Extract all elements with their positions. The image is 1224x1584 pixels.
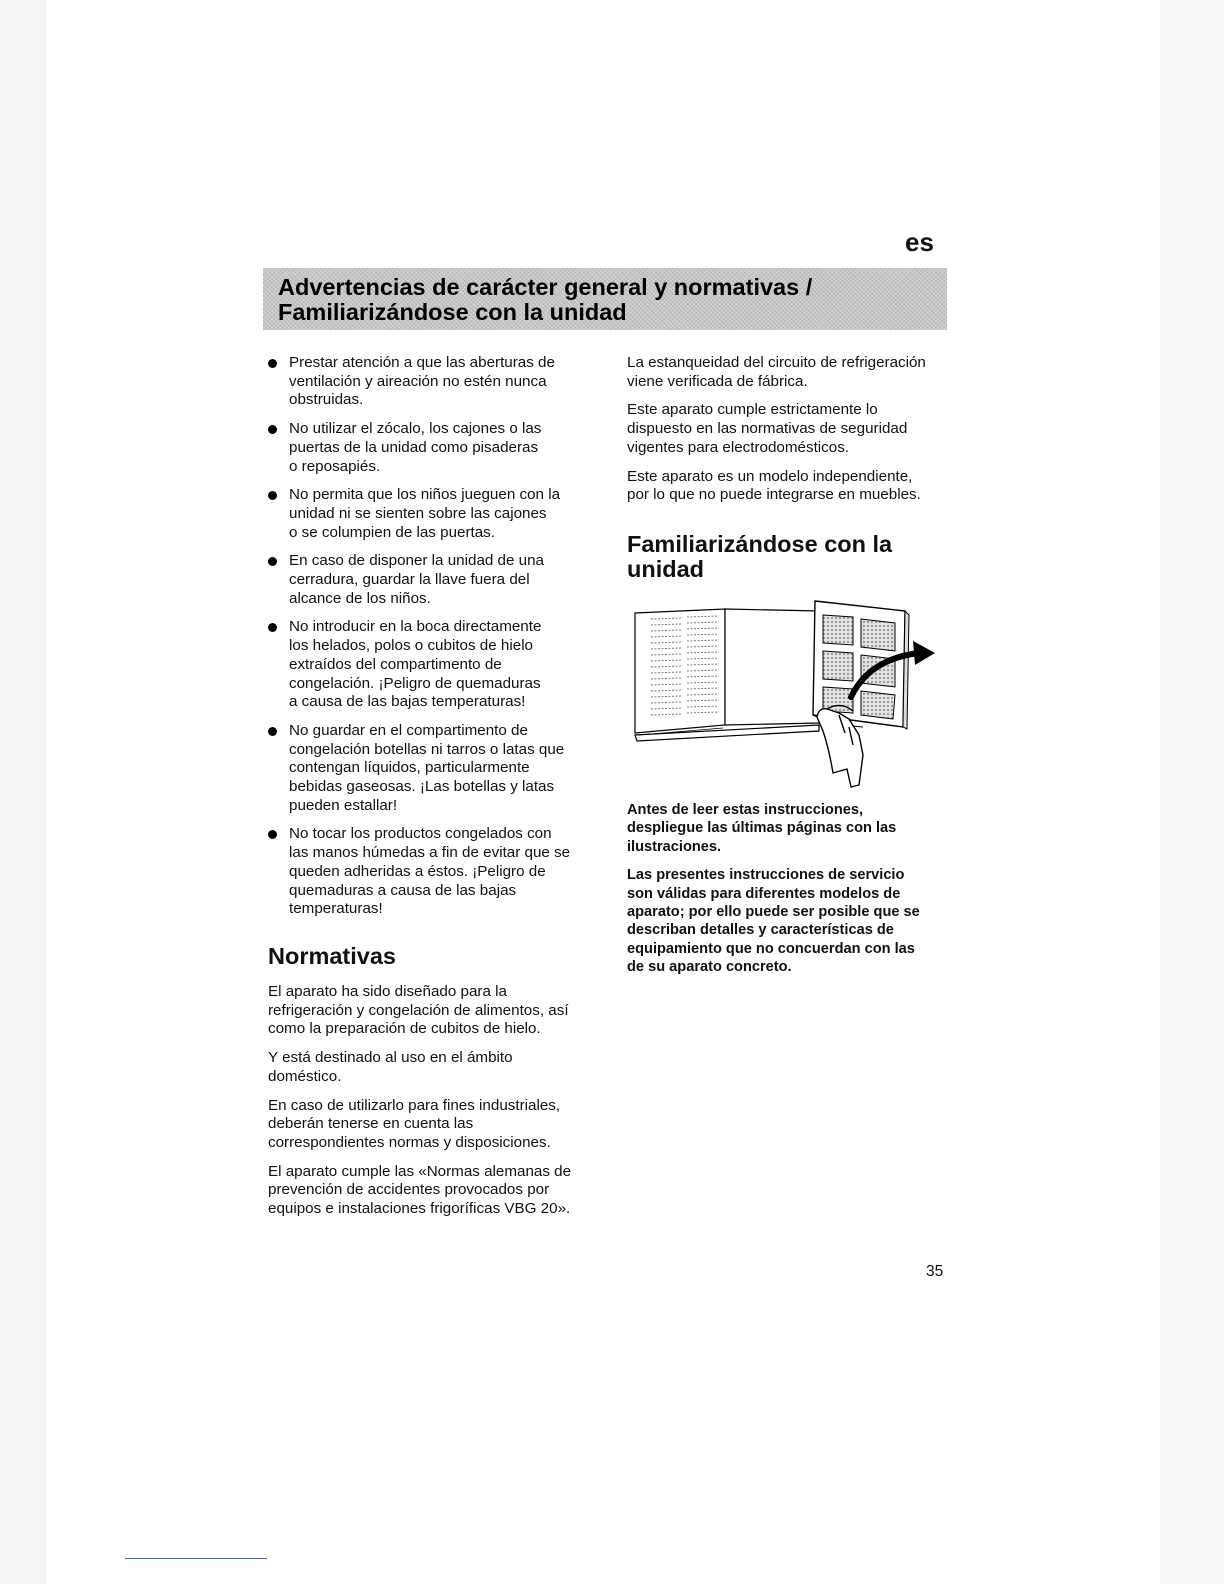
list-item — [268, 722, 590, 816]
list-item — [268, 552, 590, 608]
safety-warnings-list — [268, 354, 590, 919]
section-title-bar — [263, 268, 947, 330]
page-margin-right — [1160, 0, 1224, 1584]
list-item-text: No guardar en el compartimento de congelación botellas ni tarros o latas que contengan líquidos, particularmente bebidas gaseosas. ¡Las botellas y latas pueden estallar! — [289, 721, 565, 814]
bullet-icon — [268, 623, 277, 632]
unfold-pages-illustration — [627, 597, 943, 789]
right-column — [627, 354, 949, 987]
page-title-line-2: Familiarizándose con la unidad — [278, 299, 627, 325]
list-item-text: Prestar atención a que las aberturas de ventilación y aireación no estén nunca obstruidas. — [289, 354, 555, 409]
normativas-paragraph: Y está destinado al uso en el ámbito doméstico. — [268, 1049, 513, 1085]
bullet-icon — [268, 557, 277, 566]
list-item-text: No tocar los productos congelados con las manos húmedas a fin de evitar que se queden adheridas a éstos. ¡Peligro de quemaduras a causa de las bajas temperaturas! — [289, 825, 571, 918]
normativas-paragraph: En caso de utilizarlo para fines industriales, deberán tenerse en cuenta las correspondientes normas y disposiciones. — [268, 1096, 561, 1151]
list-item — [268, 825, 590, 919]
list-item — [268, 618, 590, 712]
intro-paragraph: Este aparato cumple estrictamente lo dispuesto en las normativas de seguridad vigentes para electrodomésticos. — [627, 401, 908, 456]
bullet-icon — [268, 830, 277, 839]
list-item — [268, 486, 590, 542]
bullet-icon — [268, 491, 277, 500]
bullet-icon — [268, 727, 277, 736]
list-item-text: En caso de disponer la unidad de una cerradura, guardar la llave fuera del alcance de los niños. — [289, 552, 545, 607]
familiar-heading-line-2: unidad — [627, 555, 705, 582]
page-number: 35 — [926, 1263, 944, 1280]
left-column — [268, 354, 590, 1229]
page-margin-left — [0, 0, 46, 1584]
list-item — [268, 420, 590, 476]
language-code: es — [905, 227, 934, 257]
notice-paragraph: Antes de leer estas instrucciones, despliegue las últimas páginas con las ilustraciones. — [627, 801, 897, 855]
intro-paragraph: La estanqueidad del circuito de refrigeración viene verificada de fábrica. — [627, 354, 926, 390]
bullet-icon — [268, 425, 277, 434]
notice-paragraph: Las presentes instrucciones de servicio son válidas para diferentes modelos de aparato; por ello puede ser posible que se describan detalles y características de equipamiento que no concuerdan con las de su aparato concreto. — [627, 867, 920, 976]
list-item-text: No permita que los niños jueguen con la unidad ni se sienten sobre las cajones o se columpien de las puertas. — [289, 486, 561, 541]
list-item-text: No utilizar el zócalo, los cajones o las puertas de la unidad como pisaderas o reposapiés. — [289, 420, 542, 475]
normativas-paragraph: El aparato cumple las «Normas alemanas de prevención de accidentes provocados por equipos e instalaciones frigoríficas VBG 20». — [268, 1162, 572, 1218]
bottom-divider — [125, 1558, 267, 1559]
bullet-icon — [268, 359, 277, 368]
page-title-line-1: Advertencias de carácter general y normativas / — [278, 274, 813, 300]
intro-paragraph: Este aparato es un modelo independiente, por lo que no puede integrarse en muebles. — [627, 467, 921, 504]
familiar-heading-line-1: Familiarizándose con la — [627, 530, 893, 557]
page-title — [278, 275, 812, 325]
normativas-heading: Normativas — [268, 942, 396, 969]
list-item-text: No introducir en la boca directamente los helados, polos o cubitos de hielo extraídos del compartimento de congelación. ¡Peligro de quemaduras a causa de las bajas temperaturas! — [289, 618, 542, 711]
familiar-heading — [627, 532, 949, 582]
list-item — [268, 354, 590, 410]
normativas-paragraph: El aparato ha sido diseñado para la refrigeración y congelación de alimentos, así como la preparación de cubitos de hielo. — [268, 982, 569, 1038]
